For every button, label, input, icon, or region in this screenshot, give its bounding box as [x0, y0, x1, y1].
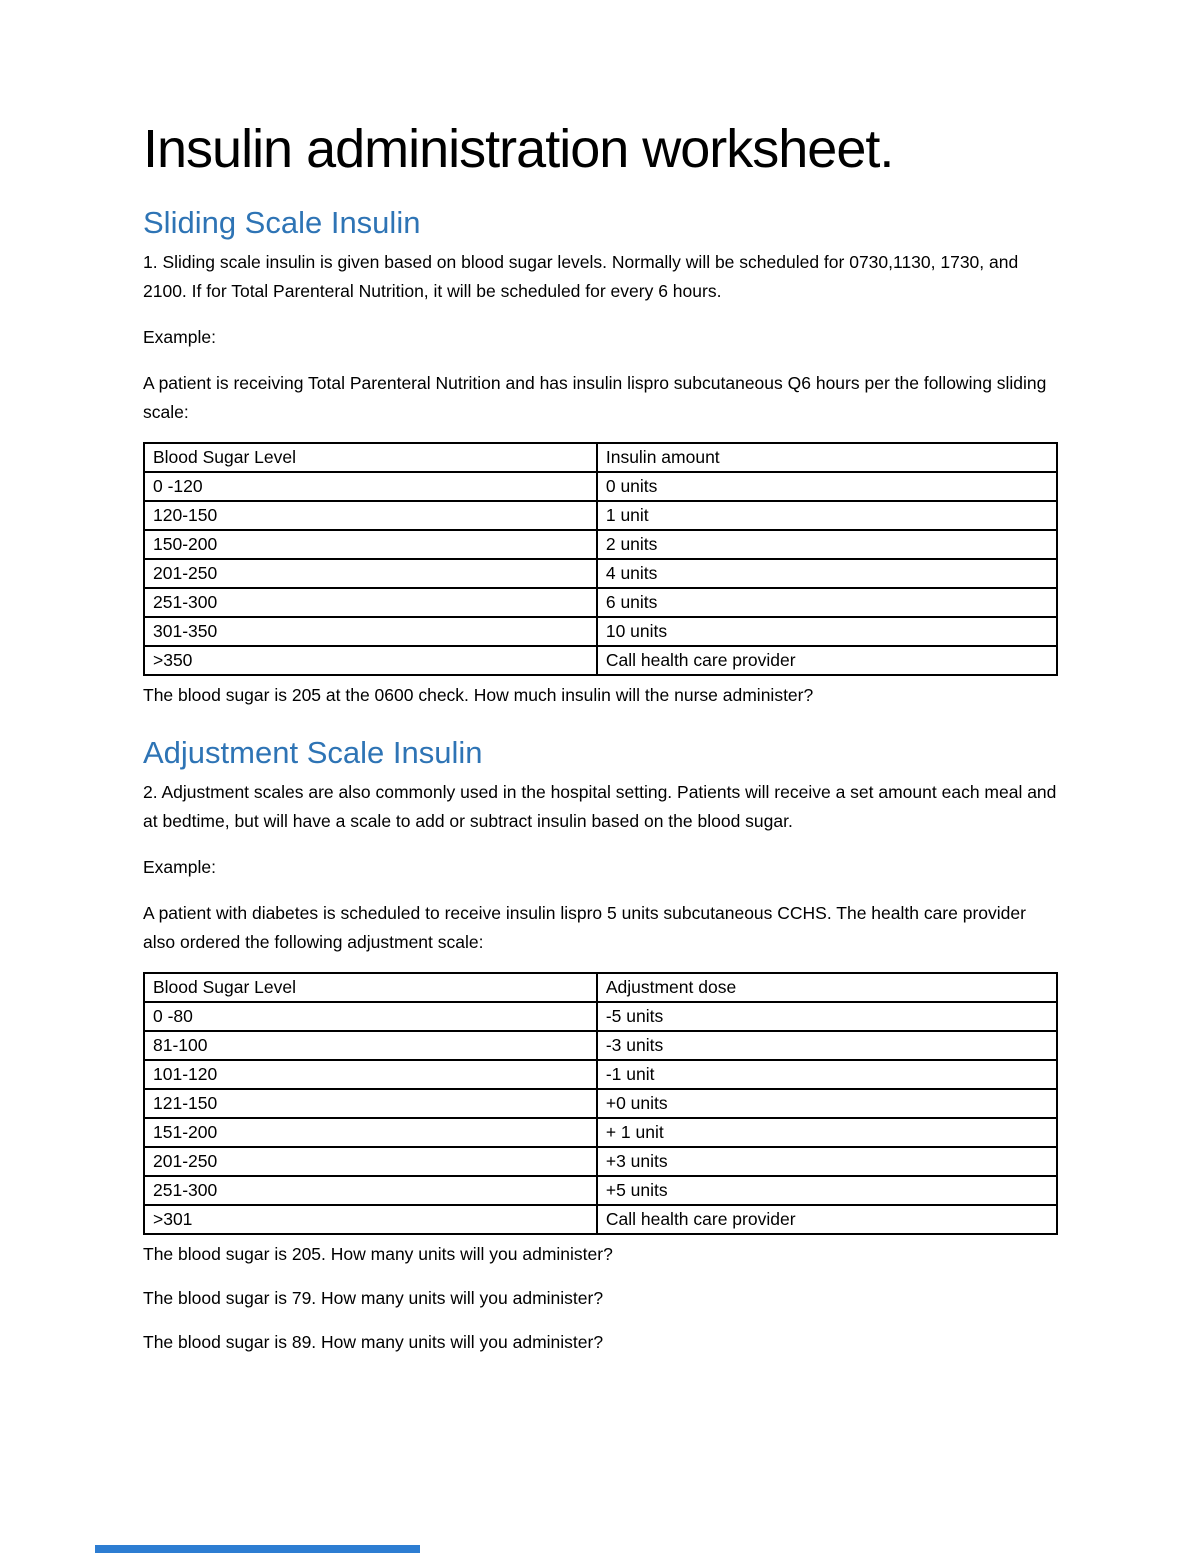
- table-cell: + 1 unit: [597, 1118, 1057, 1147]
- table-cell: 301-350: [144, 617, 597, 646]
- section-sliding-scale: [143, 204, 1058, 710]
- table-row: [144, 646, 1057, 675]
- sliding-scale-intro: 1. Sliding scale insulin is given based on blood sugar levels. Normally will be scheduled for 0730,1130, 1730, and 2100. If for Total Parenteral Nutrition, it will be scheduled for every 6 hours.: [143, 252, 1019, 302]
- table-cell: -1 unit: [597, 1060, 1057, 1089]
- adjustment-scale-table: [143, 972, 1058, 1235]
- table-header-insulin-amount: Insulin amount: [597, 443, 1057, 472]
- adjustment-question-3: The blood sugar is 89. How many units will you administer?: [143, 1332, 604, 1353]
- adjustment-scale-example-text: A patient with diabetes is scheduled to receive insulin lispro 5 units subcutaneous CCHS. The health care provider also ordered the following adjustment scale:: [143, 903, 1026, 953]
- table-row: [144, 617, 1057, 646]
- table-cell: 151-200: [144, 1118, 597, 1147]
- table-cell: 0 -120: [144, 472, 597, 501]
- adjustment-question-2: The blood sugar is 79. How many units will you administer?: [143, 1288, 604, 1309]
- table-header-adjustment-dose: Adjustment dose: [597, 973, 1057, 1002]
- table-cell: 251-300: [144, 588, 597, 617]
- table-row: [144, 588, 1057, 617]
- table-cell: 150-200: [144, 530, 597, 559]
- document-title: Insulin administration worksheet.: [143, 119, 894, 179]
- table-cell: +5 units: [597, 1176, 1057, 1205]
- table-row: [144, 1176, 1057, 1205]
- table-header-row: [144, 443, 1057, 472]
- table-row: [144, 559, 1057, 588]
- table-cell: Call health care provider: [597, 1205, 1057, 1234]
- footer-accent-bar: [95, 1545, 420, 1553]
- table-cell: >350: [144, 646, 597, 675]
- table-row: [144, 501, 1057, 530]
- sliding-scale-heading: Sliding Scale Insulin: [143, 205, 421, 241]
- table-cell: 4 units: [597, 559, 1057, 588]
- table-row: [144, 1205, 1057, 1234]
- table-cell: 1 unit: [597, 501, 1057, 530]
- table-cell: -3 units: [597, 1031, 1057, 1060]
- table-cell: 10 units: [597, 617, 1057, 646]
- table-cell: 81-100: [144, 1031, 597, 1060]
- table-cell: 0 -80: [144, 1002, 597, 1031]
- table-cell: >301: [144, 1205, 597, 1234]
- table-cell: 251-300: [144, 1176, 597, 1205]
- table-cell: +0 units: [597, 1089, 1057, 1118]
- table-cell: 2 units: [597, 530, 1057, 559]
- table-row: [144, 530, 1057, 559]
- table-cell: 120-150: [144, 501, 597, 530]
- table-cell: 0 units: [597, 472, 1057, 501]
- adjustment-scale-intro: 2. Adjustment scales are also commonly used in the hospital setting. Patients will receive a set amount each meal and at bedtime, but will have a scale to add or subtract insulin based on the blood sugar.: [143, 782, 1057, 832]
- table-cell: 121-150: [144, 1089, 597, 1118]
- table-row: [144, 1118, 1057, 1147]
- table-row: [144, 1031, 1057, 1060]
- section-adjustment-scale: [143, 734, 1058, 1357]
- sliding-scale-question: The blood sugar is 205 at the 0600 check. How much insulin will the nurse administer?: [143, 685, 814, 706]
- table-cell: 201-250: [144, 559, 597, 588]
- table-cell: -5 units: [597, 1002, 1057, 1031]
- table-header-blood-sugar: Blood Sugar Level: [144, 973, 597, 1002]
- table-row: [144, 1060, 1057, 1089]
- table-row: [144, 1002, 1057, 1031]
- table-row: [144, 472, 1057, 501]
- sliding-scale-table: [143, 442, 1058, 676]
- table-cell: +3 units: [597, 1147, 1057, 1176]
- table-cell: Call health care provider: [597, 646, 1057, 675]
- example-label: Example:: [143, 857, 216, 878]
- adjustment-scale-heading: Adjustment Scale Insulin: [143, 735, 483, 771]
- table-row: [144, 1147, 1057, 1176]
- table-row: [144, 1089, 1057, 1118]
- table-header-blood-sugar: Blood Sugar Level: [144, 443, 597, 472]
- table-header-row: [144, 973, 1057, 1002]
- example-label: Example:: [143, 327, 216, 348]
- table-cell: 101-120: [144, 1060, 597, 1089]
- table-cell: 201-250: [144, 1147, 597, 1176]
- table-cell: 6 units: [597, 588, 1057, 617]
- sliding-scale-example-text: A patient is receiving Total Parenteral Nutrition and has insulin lispro subcutaneous Q6 hours per the following sliding scale:: [143, 373, 1047, 423]
- adjustment-question-1: The blood sugar is 205. How many units will you administer?: [143, 1244, 613, 1265]
